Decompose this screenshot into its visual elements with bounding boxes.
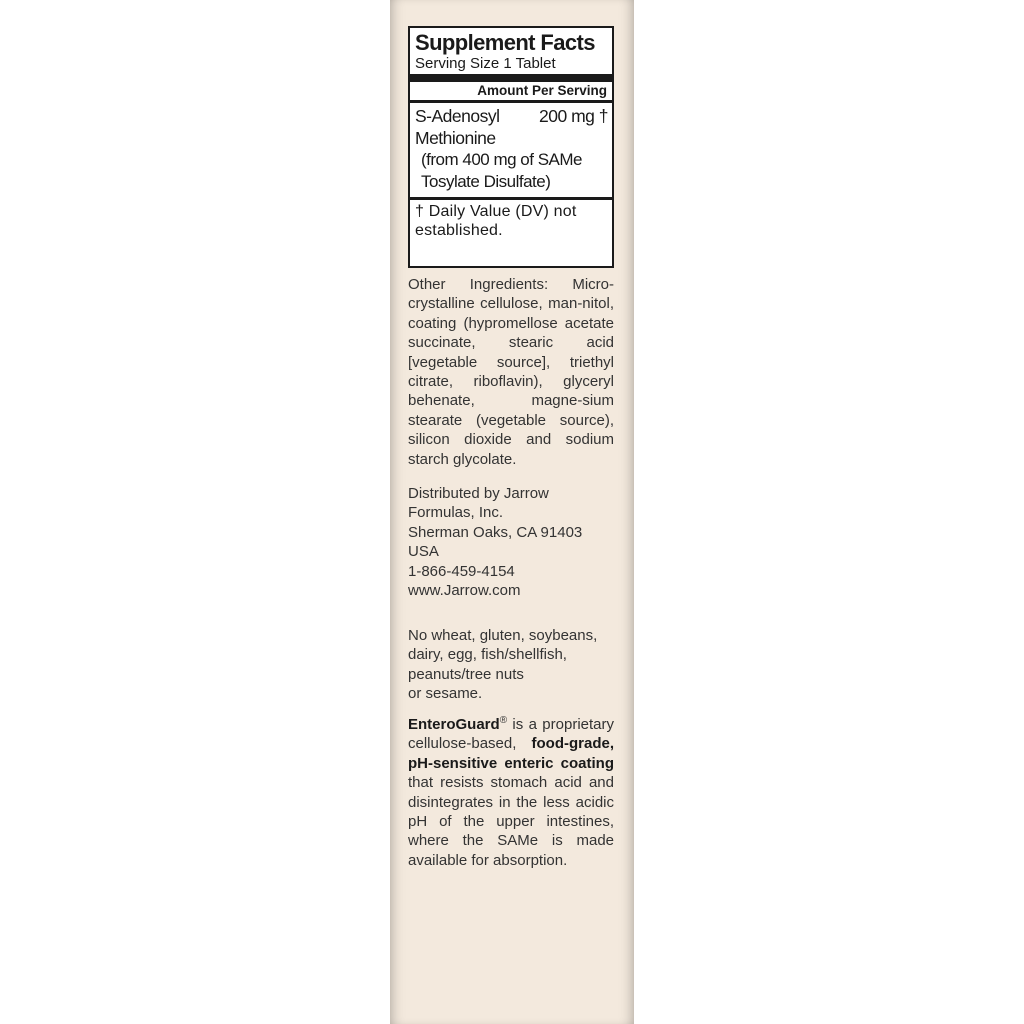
enteroguard-brand: EnteroGuard — [408, 716, 500, 733]
ingredient-source-line1: (from 400 mg of SAMe — [421, 150, 583, 169]
allergen-statement — [408, 626, 614, 704]
allergen-line: or sesame. — [408, 685, 483, 703]
enteroguard-bold-text: food-grade, pH-sensitive enteric coating — [408, 735, 614, 772]
allergen-line: peanuts/tree nuts — [408, 665, 524, 683]
supplement-facts-title: Supplement Facts — [415, 30, 595, 55]
divider — [410, 100, 612, 103]
allergen-line: dairy, egg, fish/shellfish, — [408, 646, 567, 664]
serving-size: Serving Size 1 Tablet — [415, 55, 556, 72]
enteroguard-description — [408, 715, 614, 870]
ingredient-name-line2: Methionine — [415, 128, 496, 148]
daily-value-note: † Daily Value (DV) not established. — [415, 203, 577, 239]
supplement-facts-box — [408, 26, 614, 268]
distributor-info — [408, 484, 614, 600]
distributor-line: Formulas, Inc. — [408, 504, 504, 522]
ingredient-amount: 200 mg † — [539, 106, 608, 126]
distributor-website: www.Jarrow.com — [408, 582, 521, 600]
ingredient-source-line2: Tosylate Disulfate) — [421, 172, 551, 191]
enteroguard-text: is a proprietary cellulose-based, — [408, 716, 614, 753]
registered-mark: ® — [499, 715, 508, 726]
divider — [410, 197, 612, 200]
amount-per-serving-header: Amount Per Serving — [477, 83, 607, 98]
allergen-line: No wheat, gluten, soybeans, — [408, 627, 598, 644]
other-ingredients: Other Ingredients: Micro-crystalline cellulose, man-nitol, coating (hypromellose acetate succinate, stearic acid [vegetable source], triethyl citrate, riboflavin), glyceryl behenate, magne-sium stearate (vegetable source), silicon dioxide and sodium starch glycolate. — [408, 276, 614, 468]
thick-divider — [410, 74, 612, 82]
distributor-country: USA — [408, 543, 439, 561]
enteroguard-text: that resists stomach acid and disintegrates in the less acidic pH of the upper intestines, where the SAMe is made available for absorption. — [408, 774, 614, 869]
ingredient-name-line1: S-Adenosyl — [415, 106, 500, 126]
distributor-line: Distributed by Jarrow — [408, 485, 549, 502]
ingredient-row — [415, 105, 607, 193]
distributor-address: Sherman Oaks, CA 91403 — [408, 523, 583, 541]
distributor-phone: 1-866-459-4154 — [408, 562, 515, 580]
